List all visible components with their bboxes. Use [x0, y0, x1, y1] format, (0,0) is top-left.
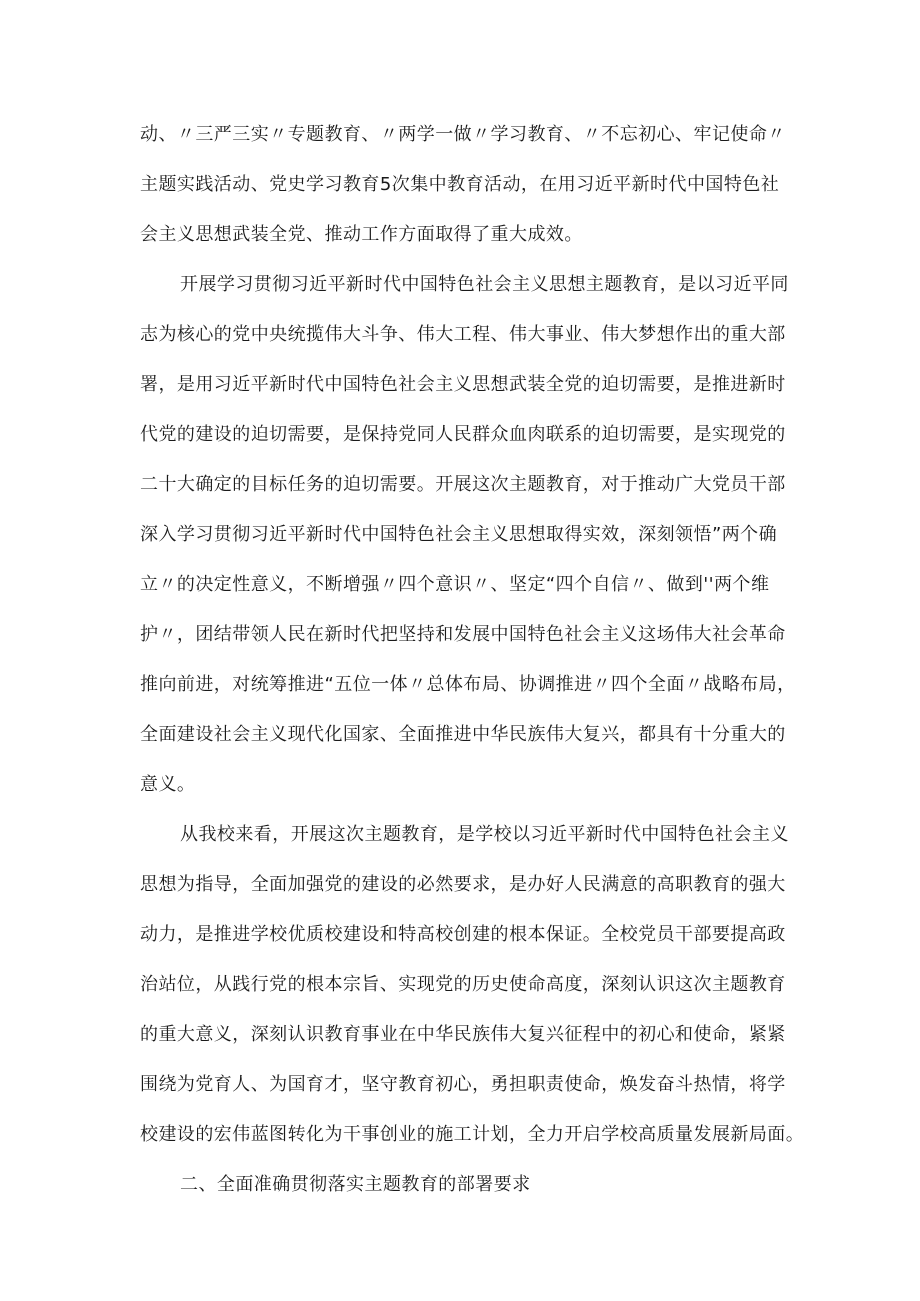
text-line: 立〃的决定性意义，不断增强〃四个意识〃、坚定“四个自信〃、做到''两个维 — [140, 574, 770, 595]
text-line: 护〃，团结带领人民在新时代把坚持和发展中国特色社会主义这场伟大社会革命 — [140, 624, 786, 645]
text-line: 代党的建设的迫切需要，是保持党同人民群众血肉联系的迫切需要，是实现党的 — [140, 424, 786, 445]
text-line: 意义。 — [140, 774, 196, 795]
text-line: 动力，是推进学校优质校建设和特高校创建的根本保证。全校党员干部要提高政 — [140, 924, 786, 945]
text-line: 的重大意义，深刻认识教育事业在中华民族伟大复兴征程中的初心和使命，紧紧 — [140, 1024, 786, 1045]
text-line: 署，是用习近平新时代中国特色社会主义思想武装全党的迫切需要，是推进新时 — [140, 374, 786, 395]
text-line: 志为核心的党中央统揽伟大斗争、伟大工程、伟大事业、伟大梦想作出的重大部 — [140, 324, 786, 345]
text-line: 会主义思想武装全党、推动工作方面取得了重大成效。 — [140, 224, 583, 245]
text-line: 校建设的宏伟蓝图转化为干事创业的施工计划，全力开启学校高质量发展新局面。 — [140, 1124, 805, 1145]
text-line: 二十大确定的目标任务的迫切需要。开展这次主题教育，对于推动广大党员干部 — [140, 474, 786, 495]
section-heading: 二、全面准确贯彻落实主题教育的部署要求 — [180, 1174, 531, 1195]
text-line: 围绕为党育人、为国育才，坚守教育初心，勇担职责使命，焕发奋斗热情，将学 — [140, 1074, 786, 1095]
text-line: 动、〃三严三实〃专题教育、〃两学一做〃学习教育、〃不忘初心、牢记使命〃 — [140, 124, 786, 145]
text-line: 推向前进，对统筹推进“五位一体〃总体布局、协调推进〃四个全面〃战略布局， — [140, 674, 796, 695]
text-line: 主题实践活动、党史学习教育5次集中教育活动，在用习近平新时代中国特色社 — [140, 174, 780, 195]
paragraph-first-line: 从我校来看，开展这次主题教育，是学校以习近平新时代中国特色社会主义 — [180, 824, 789, 845]
paragraph-first-line: 开展学习贯彻习近平新时代中国特色社会主义思想主题教育，是以习近平同 — [180, 274, 789, 295]
text-line: 全面建设社会主义现代化国家、全面推进中华民族伟大复兴，都具有十分重大的 — [140, 724, 786, 745]
text-line: 深入学习贯彻习近平新时代中国特色社会主义思想取得实效，深刻领悟”两个确 — [140, 524, 778, 545]
text-line: 治站位，从践行党的根本宗旨、实现党的历史使命高度，深刻认识这次主题教育 — [140, 974, 786, 995]
text-line: 思想为指导，全面加强党的建设的必然要求，是办好人民满意的高职教育的强大 — [140, 874, 786, 895]
